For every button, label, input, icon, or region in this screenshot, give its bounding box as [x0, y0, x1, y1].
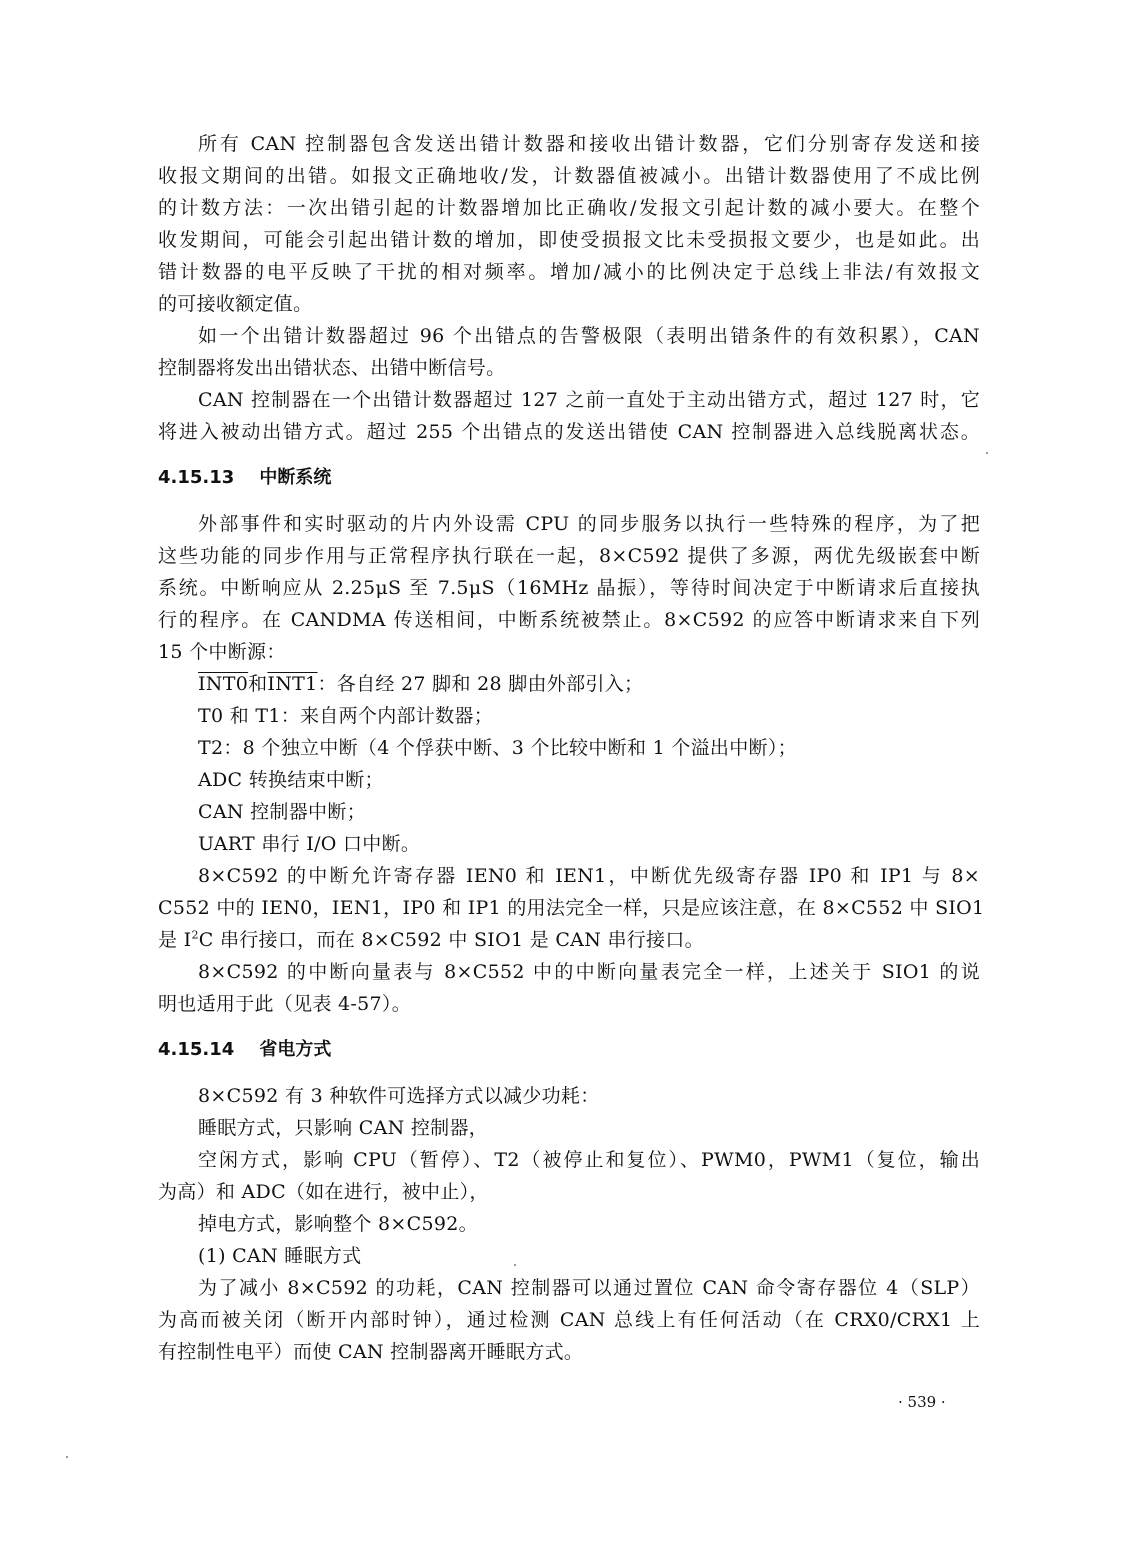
text-span: C 串行接口，而在 8×C592 中 SIO1 是 CAN 串行接口。	[198, 929, 704, 951]
int0-signal: INT0	[198, 673, 249, 695]
text-line: 系统。中断响应从 2.25μS 至 7.5μS（16MHz 晶振），等待时间决定于中断请求后直接执	[158, 577, 980, 599]
text-line: 为了减小 8×C592 的功耗，CAN 控制器可以通过置位 CAN 命令寄存器位 4（SLP）	[198, 1277, 980, 1299]
int1-signal: INT1	[267, 673, 318, 695]
text-line: 控制器将发出出错状态、出错中断信号。	[158, 357, 506, 379]
page-content	[158, 128, 985, 1368]
text-line: 的计数方法：一次出错引起的计数器增加比正确收/发报文引起计数的减小要大。在整个	[158, 197, 980, 219]
text-line: 的可接收额定值。	[158, 293, 313, 315]
scan-speck	[986, 452, 988, 454]
paragraph-interrupt-intro	[158, 508, 980, 668]
list-item: T2：8 个独立中断（4 个俘获中断、3 个比较中断和 1 个溢出中断）；	[198, 737, 797, 759]
page-number: · 539 ·	[898, 1393, 946, 1411]
heading-title: 中断系统	[259, 467, 332, 488]
text-line: 如一个出错计数器超过 96 个出错点的告警极限（表明出错条件的有效积累），CAN	[198, 325, 980, 347]
paragraph-warning-limit	[158, 320, 980, 384]
heading-title: 省电方式	[259, 1039, 332, 1060]
text-line: 行的程序。在 CANDMA 传送相间，中断系统被禁止。8×C592 的应答中断请求来自下列	[158, 609, 980, 631]
text-line: 有控制性电平）而使 CAN 控制器离开睡眠方式。	[158, 1341, 584, 1363]
text-line: C552 中的 IEN0，IEN1，IP0 和 IP1 的用法完全一样，只是应该注意，在 8×C552 中 SIO1	[158, 897, 985, 919]
list-item: ADC 转换结束中断；	[198, 769, 384, 791]
paragraph-power-modes	[158, 1080, 980, 1272]
text-line: 为高）和 ADC（如在进行，被中止），	[158, 1181, 489, 1203]
interrupt-source-list	[158, 668, 980, 860]
list-item: T0 和 T1：来自两个内部计数器；	[198, 705, 494, 727]
paragraph-interrupt-registers	[158, 860, 985, 956]
text-line: 错计数器的电平反映了干扰的相对频率。增加/减小的比例决定于总线上非法/有效报文	[158, 261, 980, 283]
text-line: 8×C592 有 3 种软件可选择方式以减少功耗：	[198, 1085, 600, 1107]
text-line: 空闲方式，影响 CPU（暂停）、T2（被停止和复位）、PWM0，PWM1（复位，输出	[198, 1149, 980, 1171]
paragraph-vector-table	[158, 956, 980, 1020]
text-line: 8×C592 的中断向量表与 8×C552 中的中断向量表完全一样，上述关于 SIO1 的说	[198, 961, 980, 983]
list-item: CAN 控制器中断；	[198, 801, 366, 823]
heading-number: 4.15.13	[158, 467, 235, 488]
text-span: 是 I	[158, 929, 192, 951]
section-heading-interrupt-system	[158, 462, 980, 494]
list-item	[158, 668, 980, 700]
list-item: UART 串行 I/O 口中断。	[198, 833, 421, 855]
heading-number: 4.15.14	[158, 1039, 235, 1060]
paragraph-can-sleep	[158, 1272, 980, 1368]
scan-speck	[66, 1456, 68, 1458]
text-line: 15 个中断源：	[158, 641, 286, 663]
text-line: 为高而被关闭（断开内部时钟），通过检测 CAN 总线上有任何活动（在 CRX0/CRX1 上	[158, 1309, 980, 1331]
list-text: 和	[248, 673, 268, 695]
paragraph-error-modes	[158, 384, 980, 448]
list-text: ：各自经 27 脚和 28 脚由外部引入；	[317, 673, 644, 695]
text-line: 8×C592 的中断允许寄存器 IEN0 和 IEN1，中断优先级寄存器 IP0 和 IP1 与 8×	[198, 865, 980, 887]
text-line: 掉电方式，影响整个 8×C592。	[198, 1213, 478, 1235]
scan-speck	[514, 1264, 516, 1266]
text-line: 将进入被动出错方式。超过 255 个出错点的发送出错使 CAN 控制器进入总线脱离状态。	[158, 421, 980, 443]
text-line: 收报文期间的出错。如报文正确地收/发，计数器值被减小。出错计数器使用了不成比例	[158, 165, 980, 187]
text-line: 明也适用于此（见表 4-57）。	[158, 993, 412, 1015]
text-line: 所有 CAN 控制器包含发送出错计数器和接收出错计数器，它们分别寄存发送和接	[198, 133, 980, 155]
text-line: 这些功能的同步作用与正常程序执行联在一起，8×C592 提供了多源，两优先级嵌套中断	[158, 545, 980, 567]
text-line: CAN 控制器在一个出错计数器超过 127 之前一直处于主动出错方式，超过 127 时，它	[198, 389, 980, 411]
text-line: 睡眠方式，只影响 CAN 控制器，	[198, 1117, 489, 1139]
section-heading-power-saving	[158, 1034, 980, 1066]
text-line	[158, 924, 980, 956]
superscript: 2	[191, 928, 199, 942]
text-line: 收发期间，可能会引起出错计数的增加，即使受损报文比未受损报文要少，也是如此。出	[158, 229, 980, 251]
paragraph-error-counters	[158, 128, 980, 320]
text-line: 外部事件和实时驱动的片内外设需 CPU 的同步服务以执行一些特殊的程序，为了把	[198, 513, 980, 535]
sub-heading-can-sleep: (1) CAN 睡眠方式	[198, 1245, 362, 1267]
